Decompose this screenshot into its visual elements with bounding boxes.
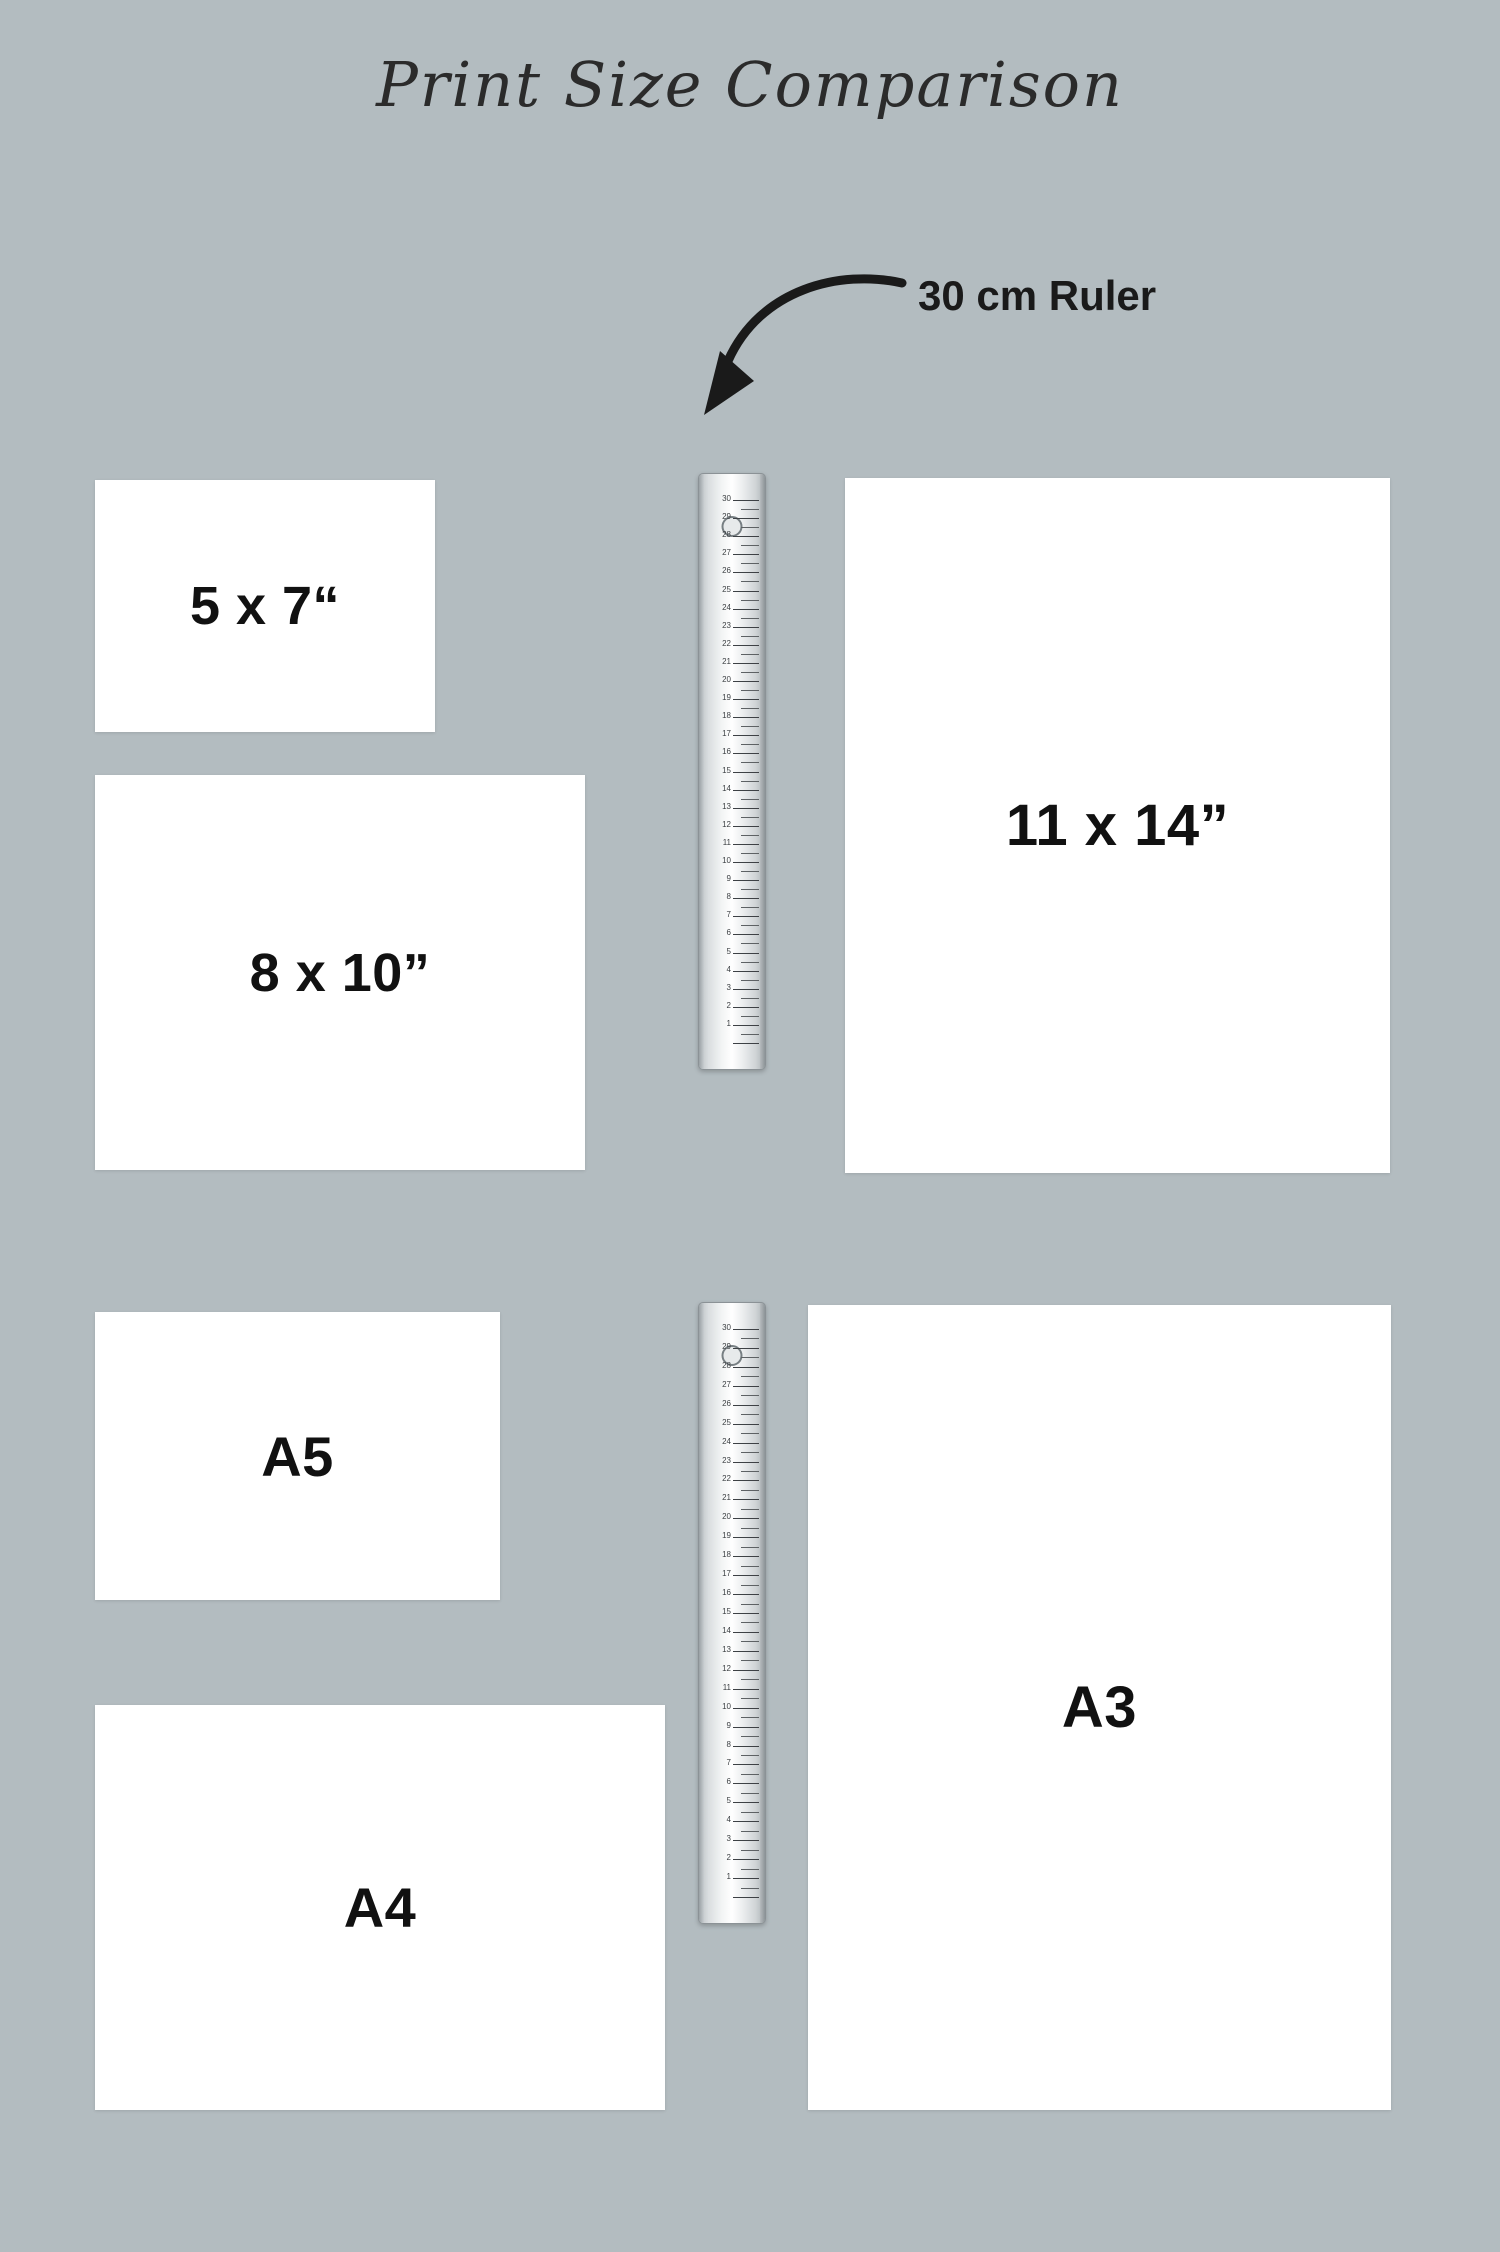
ruler-tick [733, 735, 759, 736]
ruler-tick [733, 826, 759, 827]
ruler-tick [733, 1518, 759, 1519]
ruler-tick [733, 1556, 759, 1557]
ruler-tick [733, 989, 759, 990]
sheet-11x14-label: 11 x 14” [1005, 793, 1230, 858]
ruler-tick [741, 708, 759, 709]
ruler-tick [733, 1043, 759, 1044]
ruler-tick-number: 25 [722, 1417, 731, 1427]
ruler-tick-number: 19 [722, 693, 731, 703]
ruler-tick-number: 20 [722, 1512, 731, 1522]
ruler-tick [733, 1632, 759, 1633]
ruler-tick [733, 536, 759, 537]
ruler-tick-number: 29 [722, 1341, 731, 1351]
ruler-tick [741, 545, 759, 546]
ruler-tick-number: 2 [726, 1853, 731, 1863]
ruler-tick-number: 27 [722, 548, 731, 558]
ruler-tick-number: 26 [722, 566, 731, 576]
ruler-tick-number: 22 [722, 638, 731, 648]
ruler-tick [741, 1376, 759, 1377]
ruler-tick [741, 563, 759, 564]
ruler-tick [733, 862, 759, 863]
ruler-tick-number: 30 [722, 494, 731, 503]
ruler-tick-number: 13 [722, 1644, 731, 1654]
ruler-tick-number: 14 [722, 1625, 731, 1635]
page-title: Print Size Comparison [376, 48, 1124, 121]
ruler-tick [741, 1528, 759, 1529]
curved-arrow-icon [690, 265, 910, 435]
ruler-tick-number: 14 [722, 783, 731, 793]
ruler-tick [733, 1499, 759, 1500]
ruler-tick-number: 17 [722, 729, 731, 739]
ruler-tick-number: 10 [722, 856, 731, 865]
ruler-tick [733, 1727, 759, 1728]
ruler-tick [741, 943, 759, 944]
ruler-tick-number: 17 [722, 1569, 731, 1579]
ruler-tick [741, 1831, 759, 1832]
ruler-tick [733, 518, 759, 519]
ruler-tick-number: 16 [722, 747, 731, 757]
ruler-tick-number: 10 [722, 1701, 731, 1711]
ruler-tick [741, 907, 759, 908]
ruler-tick [741, 835, 759, 836]
ruler-tick [733, 1764, 759, 1765]
ruler-tick [741, 1471, 759, 1472]
ruler-tick [741, 998, 759, 999]
ruler-tick-number: 4 [726, 964, 731, 974]
ruler-tick [741, 762, 759, 763]
ruler-tick [741, 1774, 759, 1775]
ruler-tick [741, 527, 759, 528]
ruler-tick-number: 28 [722, 1360, 731, 1370]
ruler-tick [733, 1575, 759, 1576]
ruler-tick-number: 30 [722, 1323, 731, 1332]
sheet-a3-label: A3 [1061, 1675, 1138, 1740]
ruler-tick [741, 962, 759, 963]
ruler-tick [733, 844, 759, 845]
ruler-tick-number: 11 [722, 1682, 731, 1692]
ruler-tick [733, 1329, 759, 1330]
ruler-tick [733, 1840, 759, 1841]
ruler-tick [741, 817, 759, 818]
ruler-tick [741, 600, 759, 601]
ruler-tick [733, 1859, 759, 1860]
ruler-tick [741, 1490, 759, 1491]
ruler-tick-number: 4 [726, 1815, 731, 1825]
ruler-bottom-ticks [699, 1303, 765, 1923]
ruler-tick-number: 16 [722, 1588, 731, 1598]
ruler-tick-number: 29 [722, 512, 731, 522]
ruler-tick-number: 8 [726, 1739, 731, 1749]
ruler-tick-number: 7 [726, 1758, 731, 1768]
ruler-tick [733, 1537, 759, 1538]
sheet-a5 [95, 1312, 500, 1600]
ruler-tick [741, 1414, 759, 1415]
sheet-5x7 [95, 480, 435, 732]
ruler-tick-number: 15 [722, 765, 731, 775]
ruler-tick [733, 1367, 759, 1368]
ruler-tick-number: 26 [722, 1398, 731, 1408]
ruler-tick [733, 1802, 759, 1803]
ruler-tick [733, 1708, 759, 1709]
ruler-tick [741, 1357, 759, 1358]
sheet-8x10 [95, 775, 585, 1170]
ruler-tick-number: 18 [722, 711, 731, 721]
ruler-tick-number: 23 [722, 620, 731, 630]
ruler-top-ticks [699, 474, 765, 1069]
ruler-tick [741, 509, 759, 510]
ruler-tick [733, 790, 759, 791]
ruler-tick-number: 18 [722, 1550, 731, 1560]
ruler-tick [733, 880, 759, 881]
ruler-tick [733, 1878, 759, 1879]
ruler-tick [741, 1812, 759, 1813]
ruler-tick [741, 581, 759, 582]
ruler-tick [741, 1793, 759, 1794]
ruler-tick [741, 889, 759, 890]
ruler-tick [733, 1462, 759, 1463]
ruler-tick [733, 772, 759, 773]
ruler-tick [733, 591, 759, 592]
ruler-tick [741, 1395, 759, 1396]
ruler-tick [733, 609, 759, 610]
sheet-5x7-label: 5 x 7“ [189, 576, 341, 636]
ruler-tick-number: 19 [722, 1531, 731, 1541]
ruler-top [698, 473, 766, 1070]
ruler-tick [741, 1736, 759, 1737]
ruler-tick [733, 934, 759, 935]
ruler-tick-number: 3 [726, 1834, 731, 1844]
ruler-tick [741, 980, 759, 981]
ruler-tick-number: 3 [726, 982, 731, 992]
ruler-tick-number: 13 [722, 801, 731, 811]
ruler-tick-number: 1 [726, 1872, 731, 1882]
ruler-tick [733, 627, 759, 628]
ruler-tick [741, 1717, 759, 1718]
ruler-tick [733, 717, 759, 718]
ruler-tick-number: 23 [722, 1455, 731, 1465]
ruler-tick-number: 6 [726, 928, 731, 938]
ruler-tick [741, 1622, 759, 1623]
ruler-tick-number: 8 [726, 892, 731, 902]
ruler-tick-number: 9 [726, 1720, 731, 1730]
ruler-tick [733, 699, 759, 700]
ruler-tick-number: 25 [722, 584, 731, 594]
ruler-tick-number: 9 [726, 874, 731, 884]
ruler-tick-number: 5 [726, 946, 731, 956]
sheet-a4-label: A4 [343, 1876, 417, 1939]
ruler-tick [733, 663, 759, 664]
ruler-tick [741, 853, 759, 854]
ruler-tick [733, 1424, 759, 1425]
ruler-tick [741, 781, 759, 782]
ruler-tick [733, 572, 759, 573]
ruler-tick [741, 1660, 759, 1661]
ruler-tick [741, 690, 759, 691]
ruler-tick [733, 1821, 759, 1822]
ruler-tick [741, 636, 759, 637]
ruler-tick [733, 808, 759, 809]
ruler-tick-number: 27 [722, 1379, 731, 1389]
ruler-tick [733, 1480, 759, 1481]
ruler-tick [733, 1443, 759, 1444]
ruler-tick-number: 11 [722, 837, 731, 847]
ruler-tick [733, 554, 759, 555]
sheet-a5-label: A5 [261, 1424, 334, 1488]
ruler-tick [741, 871, 759, 872]
ruler-annotation-label: 30 cm Ruler [918, 272, 1157, 319]
ruler-tick [741, 618, 759, 619]
ruler-tick [741, 1604, 759, 1605]
ruler-tick-number: 22 [722, 1474, 731, 1484]
ruler-tick [741, 1509, 759, 1510]
ruler-tick [741, 1016, 759, 1017]
ruler-tick-number: 6 [726, 1777, 731, 1787]
ruler-tick [741, 1338, 759, 1339]
ruler-tick-number: 5 [726, 1796, 731, 1806]
ruler-tick [741, 654, 759, 655]
ruler-tick [733, 1613, 759, 1614]
ruler-tick-number: 21 [722, 1493, 731, 1503]
ruler-tick [733, 681, 759, 682]
ruler-tick [733, 1651, 759, 1652]
ruler-tick [733, 898, 759, 899]
ruler-tick-number: 24 [722, 602, 731, 612]
sheet-8x10-label: 8 x 10” [249, 942, 431, 1003]
ruler-tick [741, 1698, 759, 1699]
ruler-tick [733, 1007, 759, 1008]
ruler-tick [741, 1452, 759, 1453]
ruler-tick [741, 1566, 759, 1567]
ruler-tick [741, 1888, 759, 1889]
ruler-tick [733, 753, 759, 754]
ruler-tick [741, 799, 759, 800]
ruler-tick [733, 1746, 759, 1747]
ruler-tick [741, 925, 759, 926]
ruler-tick-number: 1 [726, 1018, 731, 1028]
sheet-a3 [808, 1305, 1391, 2110]
ruler-tick [741, 1547, 759, 1548]
ruler-bottom [698, 1302, 766, 1924]
ruler-tick-number: 12 [722, 819, 731, 829]
ruler-tick [733, 1348, 759, 1349]
ruler-tick-number: 20 [722, 675, 731, 684]
ruler-tick [741, 1869, 759, 1870]
ruler-tick [741, 726, 759, 727]
ruler-tick-number: 28 [722, 530, 731, 540]
sheet-a4 [95, 1705, 665, 2110]
ruler-tick [733, 1783, 759, 1784]
ruler-tick [741, 744, 759, 745]
ruler-tick-number: 24 [722, 1436, 731, 1446]
sheet-11x14 [845, 478, 1390, 1173]
ruler-tick [733, 1897, 759, 1898]
ruler-tick-number: 12 [722, 1663, 731, 1673]
ruler-tick [741, 1679, 759, 1680]
ruler-tick [741, 1433, 759, 1434]
ruler-tick [733, 1689, 759, 1690]
ruler-tick [733, 1670, 759, 1671]
ruler-tick [741, 1034, 759, 1035]
ruler-tick [741, 1755, 759, 1756]
ruler-tick [741, 1585, 759, 1586]
ruler-tick [733, 645, 759, 646]
ruler-tick-number: 21 [722, 656, 731, 666]
ruler-tick [733, 971, 759, 972]
ruler-tick [733, 953, 759, 954]
ruler-tick [733, 1405, 759, 1406]
ruler-tick [733, 1025, 759, 1026]
ruler-tick [741, 672, 759, 673]
ruler-tick-number: 15 [722, 1607, 731, 1616]
ruler-tick [741, 1850, 759, 1851]
ruler-tick-number: 7 [726, 910, 731, 920]
ruler-tick [741, 1641, 759, 1642]
ruler-tick [733, 1386, 759, 1387]
ruler-tick [733, 916, 759, 917]
ruler-tick [733, 1594, 759, 1595]
ruler-tick-number: 2 [726, 1000, 731, 1010]
ruler-tick [733, 500, 759, 501]
